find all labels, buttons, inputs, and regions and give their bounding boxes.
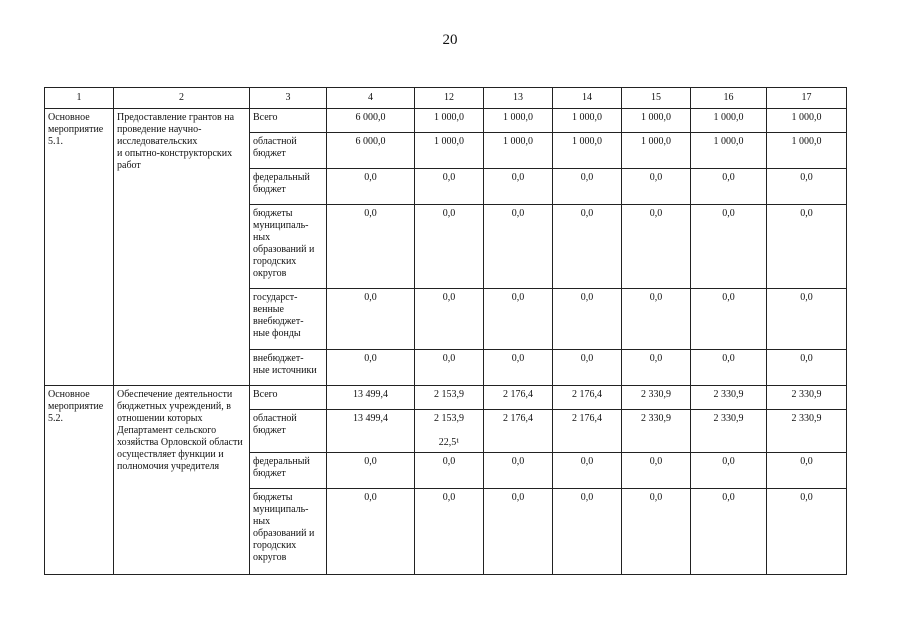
value-cell: 0,0 [691,169,767,205]
header-cell: 12 [415,88,484,109]
funding-source: бюджеты муниципаль- ных образований и городских округов [250,488,327,574]
value-cell: 0,0 [484,452,553,488]
value-cell: 0,0 [327,350,415,386]
value-cell: 0,0 [553,289,622,350]
value-cell: 0,0 [327,289,415,350]
value-cell: 0,0 [767,289,847,350]
funding-source: областной бюджет [250,133,327,169]
value-cell: 0,0 [622,169,691,205]
header-cell: 15 [622,88,691,109]
funding-source: федеральный бюджет [250,169,327,205]
value-cell: 1 000,0 [767,109,847,133]
value-cell: 0,0 [622,350,691,386]
funding-source: областной бюджет [250,410,327,453]
value-cell: 0,0 [415,205,484,289]
value-cell: 1 000,0 [691,109,767,133]
value-cell: 0,0 [622,289,691,350]
value-cell: 2 176,4 [484,410,553,434]
value-cell: 0,0 [622,452,691,488]
value-cell: 0,0 [691,350,767,386]
value-cell: 0,0 [553,350,622,386]
value-cell: 0,0 [553,205,622,289]
measure-name: Предоставление грантов на проведение научно-исследовательских и опытно-конструкторских работ [114,109,250,386]
table-row [45,386,847,410]
value-cell: 1 000,0 [622,133,691,169]
header-cell: 3 [250,88,327,109]
value-cell: 6 000,0 [327,109,415,133]
value-cell: 0,0 [767,205,847,289]
value-cell: 6 000,0 [327,133,415,169]
value-cell: 0,0 [622,205,691,289]
funding-source: бюджеты муниципаль- ных образований и городских округов [250,205,327,289]
header-cell: 1 [45,88,114,109]
measure-name: Обеспечение деятельности бюджетных учреждений, в отношении которых Департамент сельского хозяйства Орловской области осуществляет функции и полномочия учредителя [114,386,250,575]
value-cell: 1 000,0 [415,133,484,169]
value-cell: 0,0 [622,488,691,574]
table-row [45,109,847,133]
header-cell: 13 [484,88,553,109]
value-cell: 0,0 [691,452,767,488]
value-cell: 13 499,4 [327,386,415,410]
value-cell: 1 000,0 [767,133,847,169]
empty-cell [767,434,847,453]
value-cell: 13 499,4 [327,410,415,434]
value-cell: 0,0 [415,350,484,386]
empty-cell [622,434,691,453]
value-cell: 0,0 [767,350,847,386]
funding-source: федеральный бюджет [250,452,327,488]
value-cell: 0,0 [484,169,553,205]
header-cell: 14 [553,88,622,109]
page-number: 20 [442,32,458,48]
header-cell: 17 [767,88,847,109]
empty-cell [484,434,553,453]
value-cell: 2 176,4 [553,410,622,434]
value-cell: 0,0 [767,488,847,574]
value-cell: 0,0 [484,488,553,574]
value-cell: 0,0 [327,205,415,289]
footnote-value-cell: 22,5¹ [415,434,484,453]
value-cell: 2 330,9 [691,386,767,410]
value-cell: 2 330,9 [767,386,847,410]
value-cell: 0,0 [327,452,415,488]
budget-table [44,87,847,575]
empty-cell [553,434,622,453]
value-cell: 0,0 [691,289,767,350]
value-cell: 0,0 [691,205,767,289]
funding-source: внебюджет- ные источники [250,350,327,386]
value-cell: 0,0 [691,488,767,574]
header-cell: 4 [327,88,415,109]
value-cell: 1 000,0 [484,109,553,133]
value-cell: 1 000,0 [691,133,767,169]
value-cell: 2 153,9 [415,410,484,434]
value-cell: 0,0 [553,452,622,488]
value-cell: 2 330,9 [691,410,767,434]
value-cell: 0,0 [415,289,484,350]
value-cell: 0,0 [415,488,484,574]
empty-cell [327,434,415,453]
value-cell: 2 330,9 [767,410,847,434]
value-cell: 2 176,4 [553,386,622,410]
empty-cell [691,434,767,453]
value-cell: 0,0 [415,169,484,205]
value-cell: 0,0 [327,488,415,574]
value-cell: 0,0 [327,169,415,205]
value-cell: 0,0 [415,452,484,488]
value-cell: 2 153,9 [415,386,484,410]
value-cell: 1 000,0 [622,109,691,133]
value-cell: 0,0 [484,350,553,386]
value-cell: 2 330,9 [622,386,691,410]
measure-code: Основное мероприятие 5.1. [45,109,114,386]
header-cell: 16 [691,88,767,109]
funding-source: Всего [250,109,327,133]
value-cell: 0,0 [553,169,622,205]
measure-code: Основное мероприятие 5.2. [45,386,114,575]
value-cell: 1 000,0 [484,133,553,169]
value-cell: 1 000,0 [553,109,622,133]
value-cell: 1 000,0 [415,109,484,133]
value-cell: 1 000,0 [553,133,622,169]
value-cell: 0,0 [767,169,847,205]
value-cell: 0,0 [484,205,553,289]
funding-source: государст- венные внебюджет- ные фонды [250,289,327,350]
header-row [45,88,847,109]
header-cell: 2 [114,88,250,109]
value-cell: 0,0 [767,452,847,488]
value-cell: 0,0 [553,488,622,574]
value-cell: 0,0 [484,289,553,350]
value-cell: 2 176,4 [484,386,553,410]
value-cell: 2 330,9 [622,410,691,434]
funding-source: Всего [250,386,327,410]
